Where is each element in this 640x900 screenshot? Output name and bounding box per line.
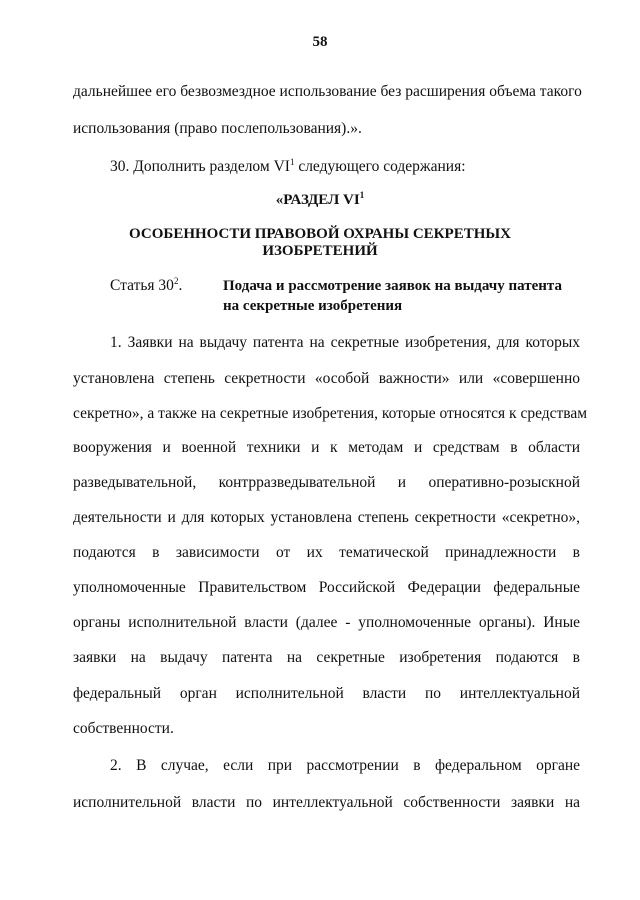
paragraph-2-line-1: 2. В случае, если при рассмотрении в федеральном органе <box>110 757 580 774</box>
paragraph-1-line-3: секретно», а также на секретные изобретения, которые относятся к средствам <box>73 405 588 422</box>
article-title-line-1: Подача и рассмотрение заявок на выдачу патента <box>223 278 562 294</box>
paragraph-1-line-11: федеральный орган исполнительной власти по интеллектуальной <box>73 685 580 702</box>
article-title-line-2: на секретные изобретения <box>223 298 403 314</box>
item-30-sup: 1 <box>289 156 295 167</box>
section-heading-sup: 1 <box>359 190 365 200</box>
item-30-before: 30. Дополнить разделом VI <box>110 158 290 175</box>
item-30-text <box>110 157 580 177</box>
item-30-after: следующего содержания: <box>294 158 466 175</box>
section-heading <box>0 190 640 210</box>
paragraph-1-line-2: установлена степень секретности «особой важности» или «совершенно <box>73 370 580 387</box>
paragraph-1-line-6: деятельности и для которых установлена степень секретности «секретно», <box>73 509 580 526</box>
paragraph-2-line-2: исполнительной власти по интеллектуальной собственности заявки на <box>73 794 580 811</box>
paragraph-1-line-7: подаются в зависимости от их тематической принадлежности в <box>73 544 580 561</box>
article-label-dot: . <box>178 277 183 294</box>
article-label-text: Статья 30 <box>110 277 174 294</box>
paragraph-1-line-8: уполномоченные Правительством Российской Федерации федеральные <box>73 579 580 596</box>
section-heading-text: «РАЗДЕЛ VI <box>275 192 360 208</box>
paragraph-1-line-1: 1. Заявки на выдачу патента на секретные изобретения, для которых <box>110 334 580 351</box>
paragraph-1-line-4: вооружения и военной техники и к методам и средствам в области <box>73 439 580 456</box>
paragraph-1-line-10: заявки на выдачу патента на секретные изобретения подаются в <box>73 649 580 666</box>
paragraph-1-line-12: собственности. <box>73 720 174 737</box>
page-number: 58 <box>312 34 328 50</box>
intro-line-2: использования (право послепользования).». <box>73 120 362 137</box>
intro-line-1: дальнейшее его безвозмездное использование без расширения объема такого <box>73 83 582 100</box>
paragraph-1-line-5: разведывательной, контрразведывательной и оперативно-розыскной <box>73 474 580 491</box>
section-title-line-1: ОСОБЕННОСТИ ПРАВОВОЙ ОХРАНЫ СЕКРЕТНЫХ <box>129 226 511 242</box>
section-title-line-2: ИЗОБРЕТЕНИЙ <box>262 243 378 259</box>
article-label-sup: 2 <box>173 275 179 286</box>
article-label <box>110 276 182 296</box>
paragraph-1-line-9: органы исполнительной власти (далее - уполномоченные органы). Иные <box>73 614 580 631</box>
article-title <box>223 276 583 316</box>
